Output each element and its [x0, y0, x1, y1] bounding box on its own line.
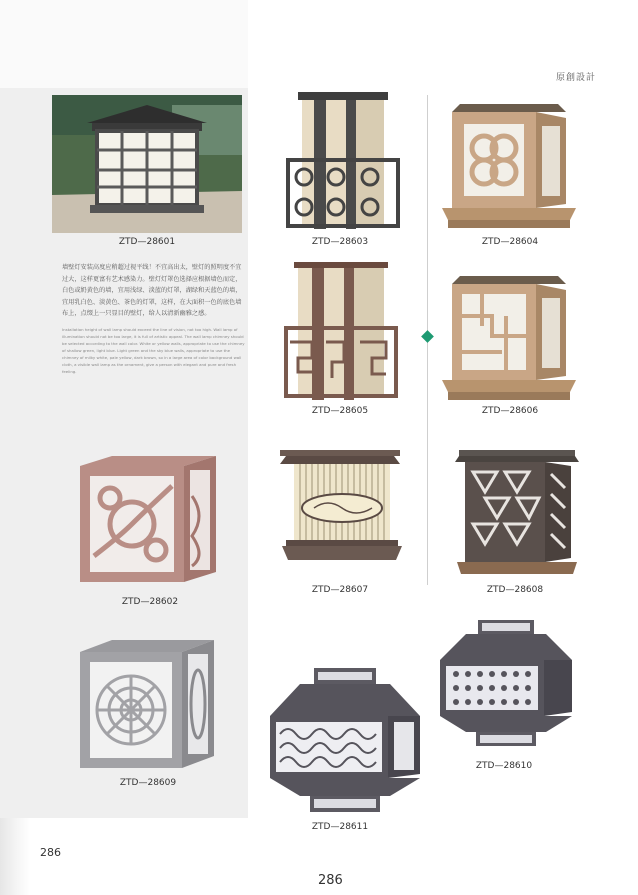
product-image-28602: [80, 456, 220, 586]
product-image-28604: [442, 104, 576, 232]
product-image-28605: [282, 262, 400, 402]
product-photo-28601: [52, 95, 242, 233]
product-image-28608: [455, 448, 579, 580]
page-number-bottom: 286: [318, 873, 343, 888]
product-code-28607: ZTD—28607: [311, 585, 369, 595]
product-image-28610: [436, 620, 574, 750]
product-code-28604: ZTD—28604: [481, 237, 539, 247]
product-code-28610: ZTD—28610: [475, 761, 533, 771]
description-chinese: 墙壁灯安装高度应稍超过视平线！不宜高出太，壁灯的照明度不宜过大，这样更富有艺术感染力。壁灯灯罩色选择应根据墙色而定，白色或奶黄色的墙，宜用浅绿、淡蓝的灯罩，湖绿和天蓝色的墙，宜用乳白色、淡黄色、茶色的灯罩，这样，在大面积一色的底色墙布上，点缀上一只显目的壁灯，给人以清新幽雅之感。: [62, 264, 242, 317]
product-code-28606: ZTD—28606: [481, 406, 539, 416]
product-image-28607: [280, 450, 404, 570]
description-english: Installation height of wall lamp should exceed the line of vision, not too high. Wall lamp of illumination should not be too large, it is full of artistic appeal. The wall lamp chimney should be selected according to the wall color. White or yellow walls, appropriate to use the chimney of shallow green, light blue. Light green and the sky blue walls, appropriate to use the chimney of milky white, pale yellow, dark brown, so in a large area of color background wall cloth, a visible wall lamp as the ornament, give a person with elegant and pure and fresh feeling.: [62, 327, 245, 374]
product-code-28611: ZTD—28611: [311, 822, 369, 832]
page-number-left: 286: [40, 846, 61, 859]
page-header-title: 原創設計: [555, 73, 596, 83]
product-code-28601: ZTD—28601: [118, 237, 176, 247]
product-image-28606: [442, 276, 576, 402]
product-code-28609: ZTD—28609: [119, 778, 177, 788]
left-panel-top: [0, 0, 248, 88]
product-code-28608: ZTD—28608: [486, 585, 544, 595]
product-image-28611: [266, 668, 424, 814]
product-code-28605: ZTD—28605: [311, 406, 369, 416]
product-image-28603: [284, 92, 402, 232]
diamond-ornament-icon: [421, 330, 434, 343]
product-code-28603: ZTD—28603: [311, 237, 369, 247]
product-code-28602: ZTD—28602: [121, 597, 179, 607]
product-image-28609: [80, 640, 218, 772]
